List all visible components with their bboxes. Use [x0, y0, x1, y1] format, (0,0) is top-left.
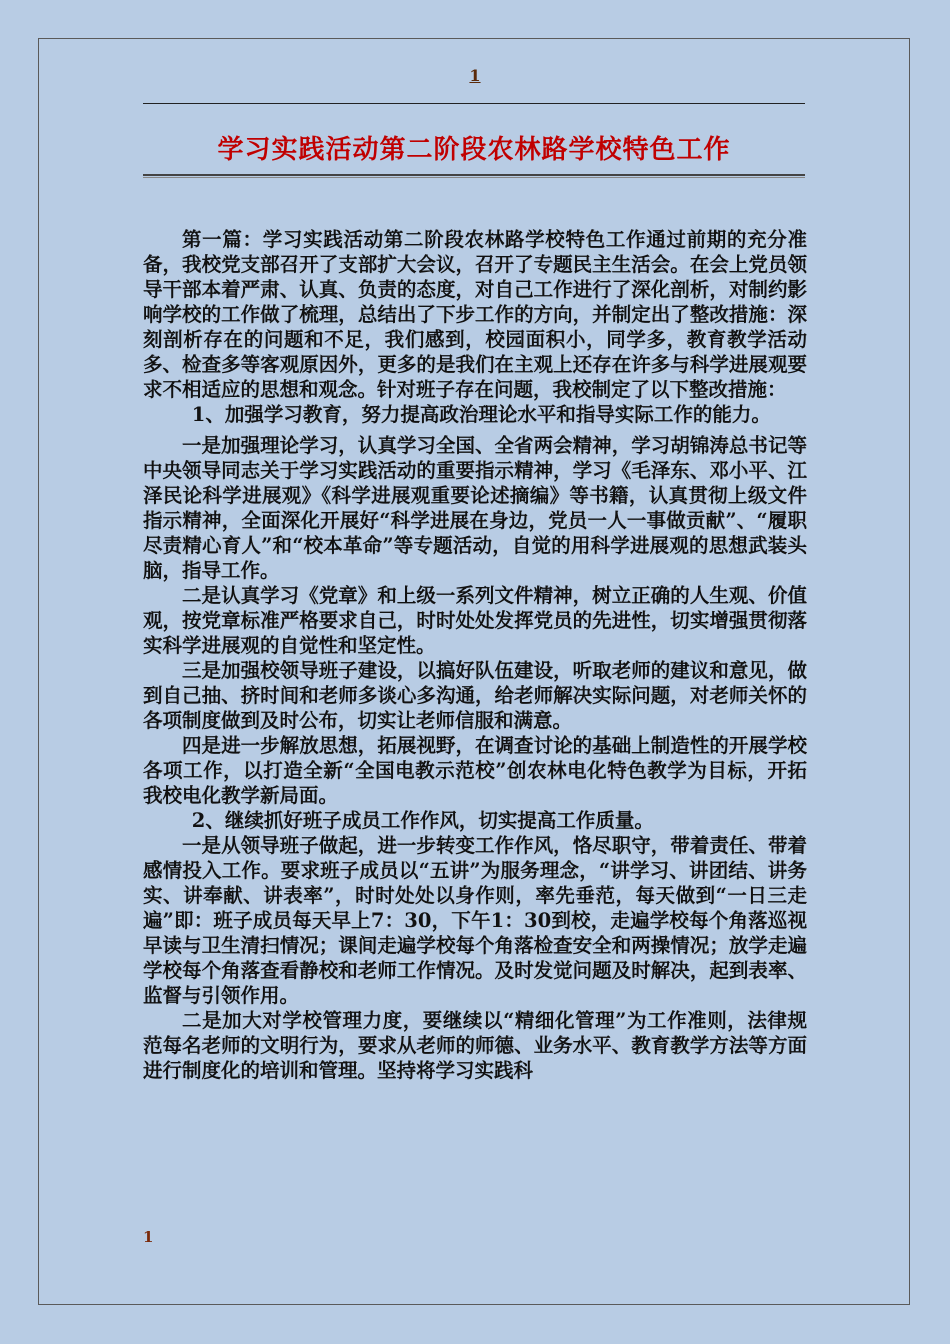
paragraph-intro: 第一篇：学习实践活动第二阶段农林路学校特色工作通过前期的充分准备，我校党支部召开了支部扩大会议，召开了专题民主生活会。在会上党员领导干部本着严肃、认真、负责的态度，对自己工作进行了深化剖析，对制约影响学校的工作做了梳理，总结出了下步工作的方向，并制定出了整改措施：深刻剖析存在的问题和不足，我们感到，校园面积小，同学多，教育教学活动多、检查多等客观原因外，更多的是我们在主观上还存在许多与科学进展观要求不相适应的思想和观念。针对班子存在问题，我校制定了以下整改措施： [143, 228, 807, 401]
paragraph-1-4: 四是进一步解放思想，拓展视野，在调查讨论的基础上制造性的开展学校各项工作，以打造全新“全国电教示范校”创农林电化特色教学为目标，开拓我校电化教学新局面。 [143, 734, 807, 807]
section-heading-2: 2、继续抓好班子成员工作作风，切实提高工作质量。 [191, 809, 654, 832]
paragraph-2-1: 一是从领导班子做起，进一步转变工作作风，恪尽职守，带着责任、带着感情投入工作。要求班子成员以“五讲”为服务理念，“讲学习、讲团结、讲务实、讲奉献、讲表率”，时时处处以身作则，率先垂范，每天做到“一日三走遍”即：班子成员每天早上7：30，下午1：30到校，走遍学校每个角落巡视早读与卫生清扫情况；课间走遍学校每个角落检查安全和两操情况；放学走遍学校每个角落查看静校和老师工作情况。及时发觉问题及时解决，起到表率、监督与引领作用。 [143, 834, 807, 1007]
document-title: 学习实践活动第二阶段农林路学校特色工作 [217, 135, 731, 165]
title-divider-thin [143, 177, 805, 178]
footer-page-number: 1 [143, 1228, 154, 1246]
paragraph-2-2: 二是加大对学校管理力度，要继续以“精细化管理”为工作准则，法律规范每名老师的文明行为，要求从老师的师德、业务水平、教育教学方法等方面进行制度化的培训和管理。坚持将学习实践科 [143, 1009, 807, 1082]
header-page-number: 1 [469, 66, 481, 85]
title-divider [143, 174, 805, 176]
document-body [143, 227, 807, 1083]
section-heading-1: 1、加强学习教育，努力提高政治理论水平和指导实际工作的能力。 [191, 403, 771, 426]
header-divider [143, 103, 805, 104]
paragraph-1-1: 一是加强理论学习，认真学习全国、全省两会精神，学习胡锦涛总书记等中央领导同志关于学习实践活动的重要指示精神，学习《毛泽东、邓小平、江泽民论科学进展观》《科学进展观重要论述摘编》等书籍，认真贯彻上级文件指示精神，全面深化开展好“科学进展在身边，党员一人一事做贡献”、“履职尽责精心育人”和“校本革命”等专题活动，自觉的用科学进展观的思想武装头脑，指导工作。 [143, 434, 807, 582]
paragraph-1-3: 三是加强校领导班子建设，以搞好队伍建设，听取老师的建议和意见，做到自己抽、挤时间和老师多谈心多沟通，给老师解决实际问题，对老师关怀的各项制度做到及时公布，切实让老师信服和满意。 [143, 659, 807, 732]
paragraph-1-2: 二是认真学习《党章》和上级一系列文件精神，树立正确的人生观、价值观，按党章标准严格要求自己，时时处处发挥党员的先进性，切实增强贯彻落实科学进展观的自觉性和坚定性。 [143, 584, 807, 657]
